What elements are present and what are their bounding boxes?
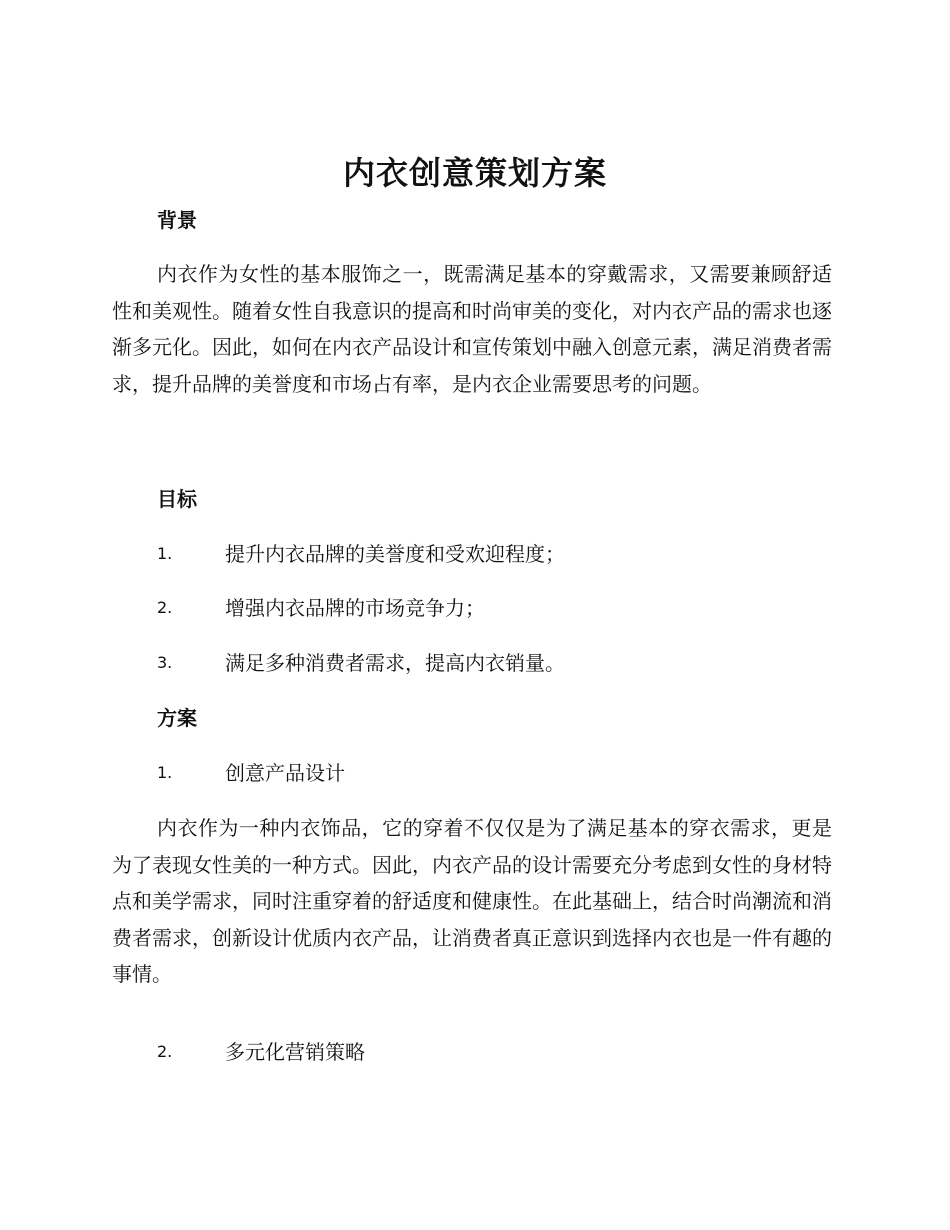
list-number: 1. [157, 544, 173, 563]
section-heading-background: 背景 [157, 208, 197, 232]
list-text: 增强内衣品牌的市场竞争力； [225, 596, 485, 620]
plan-item1-paragraph: 内衣作为一种内衣饰品，它的穿着不仅仅是为了满足基本的穿衣需求，更是为了表现女性美的一种方式。因此，内衣产品的设计需要充分考虑到女性的身材特点和美学需求，同时注重穿着的舒适度和健康性。在此基础上，结合时尚潮流和消费者需求，创新设计优质内衣产品，让消费者真正意识到选择内衣也是一件有趣的事情。 [112, 816, 832, 986]
document-title: 内衣创意策划方案 [342, 154, 607, 192]
background-paragraph: 内衣作为女性的基本服饰之一，既需满足基本的穿戴需求，又需要兼顾舒适性和美观性。随着女性自我意识的提高和时尚审美的变化，对内衣产品的需求也逐渐多元化。因此，如何在内衣产品设计和宣传策划中融入创意元素，满足消费者需求，提升品牌的美誉度和市场占有率，是内衣企业需要思考的问题。 [112, 262, 832, 396]
list-text: 满足多种消费者需求，提高内衣销量。 [225, 651, 565, 675]
section-heading-plan: 方案 [157, 706, 197, 730]
list-text: 创意产品设计 [225, 761, 345, 785]
list-number: 1. [157, 763, 173, 782]
list-number: 2. [157, 598, 173, 617]
list-number: 2. [157, 1042, 173, 1061]
list-text: 多元化营销策略 [225, 1040, 365, 1064]
list-number: 3. [157, 653, 173, 672]
section-heading-goals: 目标 [157, 487, 197, 511]
list-text: 提升内衣品牌的美誉度和受欢迎程度； [225, 542, 565, 566]
